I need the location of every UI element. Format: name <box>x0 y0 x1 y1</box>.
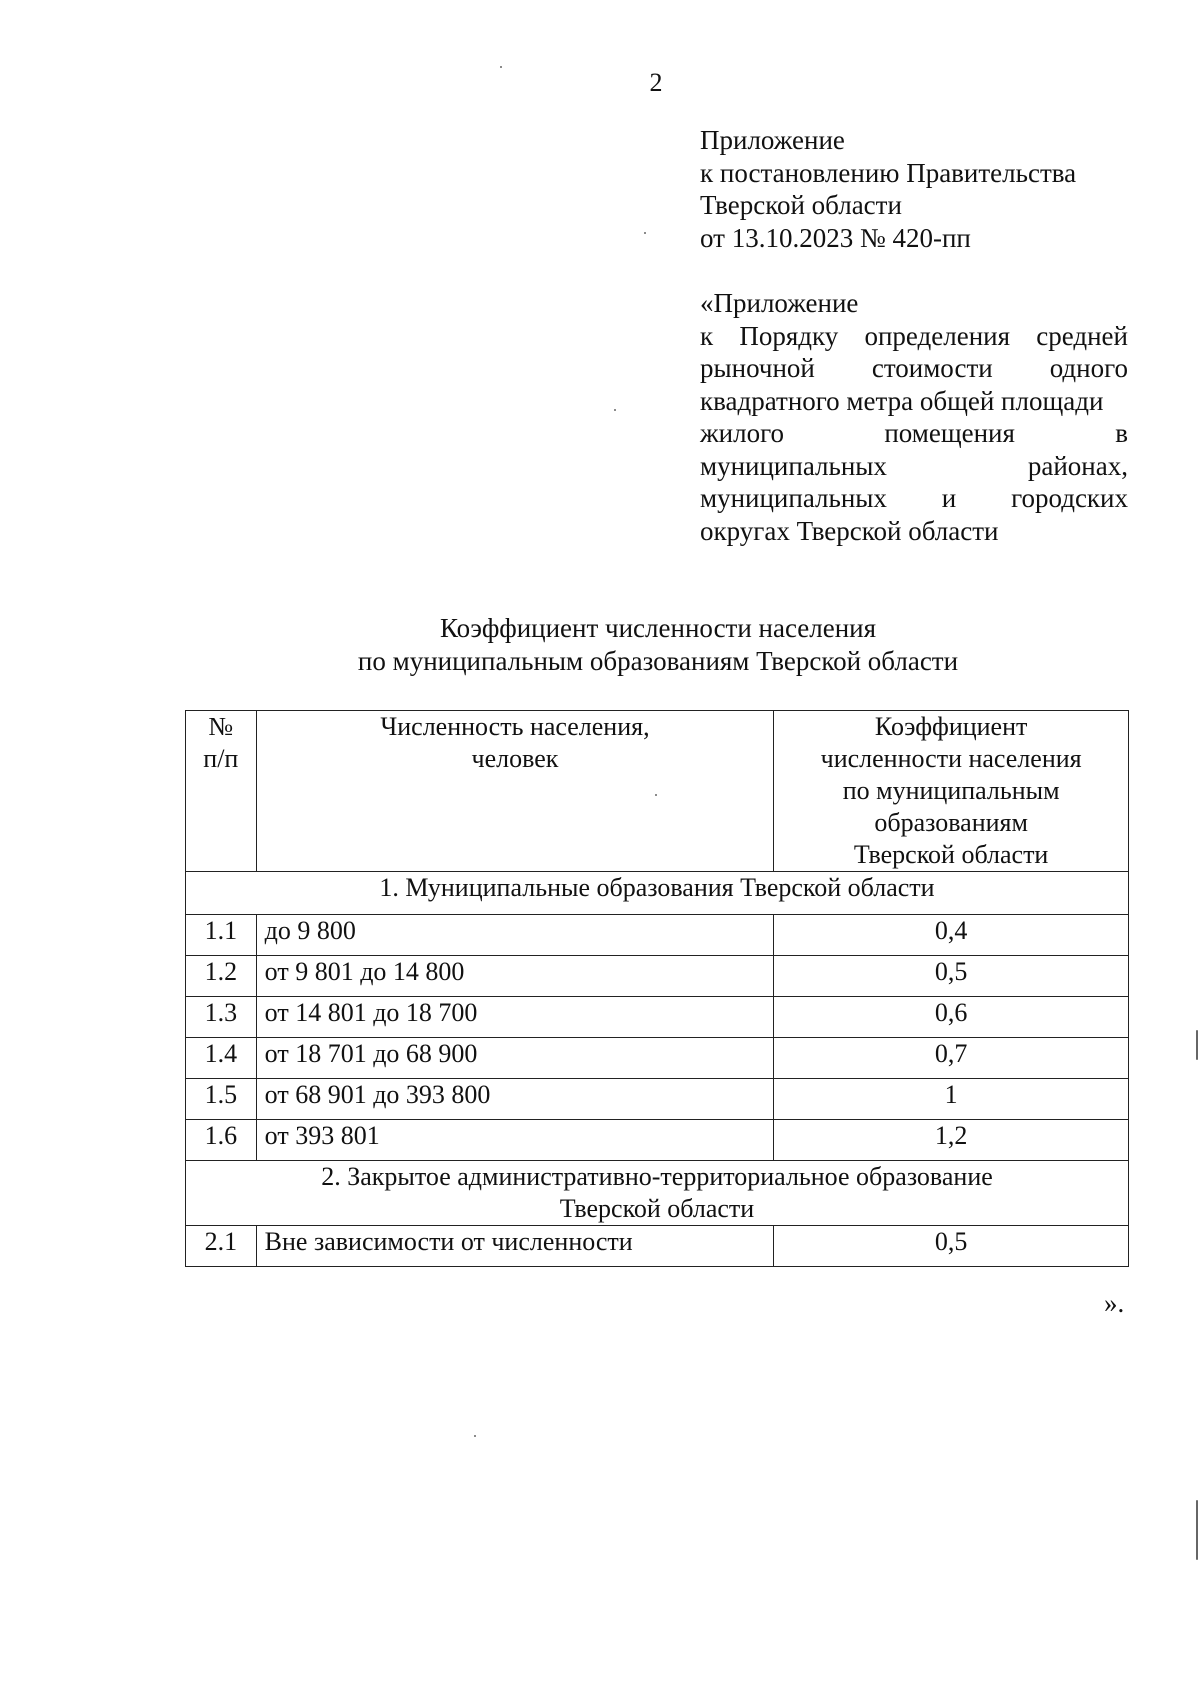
title-line: Коэффициент численности населения <box>439 613 877 643</box>
appendix-word: к <box>700 320 714 351</box>
table-row <box>186 1079 1129 1120</box>
approval-line: Тверской области <box>700 190 902 220</box>
header-coefficient-line: образованиям <box>874 808 1028 837</box>
header-coefficient-line: Тверской области <box>853 840 1049 869</box>
table-row <box>186 956 1129 997</box>
coefficient-table <box>185 710 1129 1267</box>
header-coefficient <box>774 711 1129 872</box>
section-2-heading <box>186 1161 1129 1226</box>
scan-speck <box>1196 1030 1198 1060</box>
approval-line: Приложение <box>700 125 845 155</box>
appendix-word: стоимости <box>871 353 993 383</box>
scan-speck <box>655 794 657 796</box>
row-number: 2.1 <box>186 1226 257 1267</box>
row-population: от 18 701 до 68 900 <box>256 1038 774 1079</box>
appendix-line <box>700 417 1128 450</box>
appendix-word: одного <box>1049 353 1128 383</box>
row-coefficient: 1 <box>774 1079 1129 1120</box>
appendix-word: определения <box>864 320 1011 351</box>
appendix-line: «Приложение <box>700 288 859 318</box>
row-number: 1.5 <box>186 1079 257 1120</box>
row-number: 1.4 <box>186 1038 257 1079</box>
row-population: от 9 801 до 14 800 <box>256 956 774 997</box>
appendix-word: муниципальных <box>700 483 887 513</box>
row-number: 1.2 <box>186 956 257 997</box>
row-population: Вне зависимости от численности <box>256 1226 774 1267</box>
closing-quote-mark: ». <box>1104 1288 1125 1318</box>
appendix-word: рыночной <box>700 353 815 383</box>
row-coefficient: 0,5 <box>774 1226 1129 1267</box>
scan-speck <box>1196 1500 1198 1560</box>
appendix-line <box>700 320 1128 353</box>
row-coefficient: 0,4 <box>774 915 1129 956</box>
page-number: 2 <box>649 68 663 97</box>
scan-speck <box>500 66 502 68</box>
row-number: 1.3 <box>186 997 257 1038</box>
table-row <box>186 1120 1129 1161</box>
appendix-line <box>700 450 1128 483</box>
table-row <box>186 915 1129 956</box>
section-1-heading: 1. Муниципальные образования Тверской области <box>186 872 1129 915</box>
approval-block <box>700 124 1128 254</box>
appendix-word: муниципальных <box>700 450 887 481</box>
section-2-line: Тверской области <box>559 1194 755 1223</box>
appendix-word: Порядку <box>739 320 839 351</box>
header-num-line: № <box>208 712 234 741</box>
header-population <box>256 711 774 872</box>
appendix-block <box>700 287 1128 547</box>
header-population-line: Численность населения, <box>380 712 650 741</box>
row-coefficient: 1,2 <box>774 1120 1129 1161</box>
header-coefficient-line: Коэффициент <box>874 712 1028 741</box>
row-population: от 68 901 до 393 800 <box>256 1079 774 1120</box>
row-population: до 9 800 <box>256 915 774 956</box>
appendix-word: в <box>1115 418 1128 448</box>
header-coefficient-line: численности населения <box>820 744 1082 773</box>
row-population: от 393 801 <box>256 1120 774 1161</box>
scan-speck <box>644 232 646 234</box>
section-row <box>186 1161 1129 1226</box>
appendix-line <box>700 482 1128 515</box>
appendix-word: и <box>941 483 957 513</box>
approval-line: от 13.10.2023 № 420-пп <box>700 222 971 253</box>
appendix-word: районах, <box>1027 450 1128 481</box>
header-population-line: человек <box>471 744 559 773</box>
appendix-line: округах Тверской области <box>700 515 999 546</box>
appendix-line <box>700 352 1128 385</box>
table-row <box>186 1038 1129 1079</box>
row-number: 1.1 <box>186 915 257 956</box>
header-coefficient-line: по муниципальным <box>842 776 1060 805</box>
appendix-word: помещения <box>884 418 1015 448</box>
appendix-word: городских <box>1011 483 1128 513</box>
document-title <box>300 612 1016 678</box>
title-line: по муниципальным образованиям Тверской области <box>357 646 959 676</box>
section-2-line: 2. Закрытое административно-территориальное образование <box>321 1162 993 1191</box>
appendix-word: средней <box>1036 320 1128 351</box>
table-row <box>186 997 1129 1038</box>
row-coefficient: 0,7 <box>774 1038 1129 1079</box>
row-number: 1.6 <box>186 1120 257 1161</box>
appendix-line: квадратного метра общей площади <box>700 385 1104 416</box>
row-coefficient: 0,5 <box>774 956 1129 997</box>
table-row <box>186 1226 1129 1267</box>
row-coefficient: 0,6 <box>774 997 1129 1038</box>
scan-speck <box>474 1435 476 1437</box>
row-population: от 14 801 до 18 700 <box>256 997 774 1038</box>
header-num <box>186 711 257 872</box>
approval-line: к постановлению Правительства <box>700 157 1077 188</box>
header-num-line: п/п <box>203 744 239 773</box>
section-row <box>186 872 1129 915</box>
appendix-word: жилого <box>700 418 784 448</box>
table-header-row <box>186 711 1129 872</box>
scan-speck <box>614 409 616 411</box>
